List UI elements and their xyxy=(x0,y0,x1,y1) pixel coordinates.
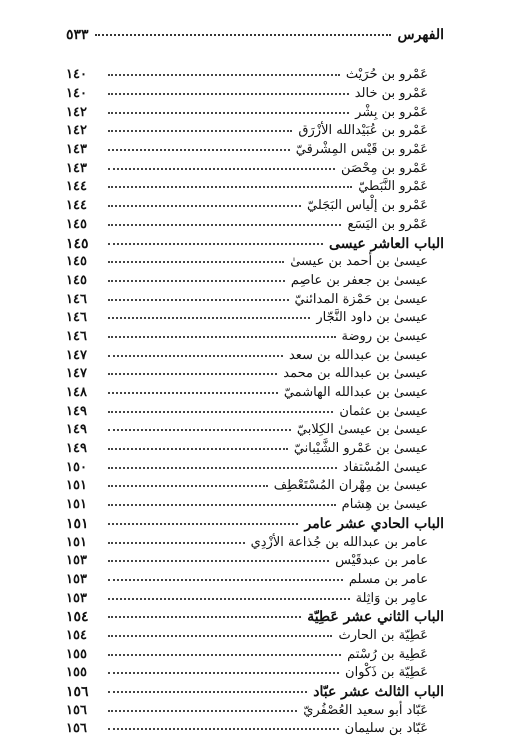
index-entry-row xyxy=(66,178,444,197)
leader-dots xyxy=(108,93,349,95)
entry-name: عَمْرو بن بِشْر xyxy=(355,104,428,120)
entry-name: عيسىٰ بن عيسىٰ الكِلابيّ xyxy=(296,422,428,438)
leader-dots xyxy=(108,261,284,263)
index-list xyxy=(66,66,444,739)
leader-dots xyxy=(108,317,310,319)
page-title: الفهرس xyxy=(397,27,444,43)
entry-name: عامِر بن وَاثِلة xyxy=(355,590,428,606)
entry-page-number: ١٤٣ xyxy=(66,160,87,176)
chapter-title: الباب العاشر عيسى xyxy=(329,235,444,252)
index-entry-row xyxy=(66,122,444,141)
index-entry-row xyxy=(66,720,444,739)
chapter-title: الباب الحادي عشر عامر xyxy=(304,515,444,532)
leader-dots xyxy=(108,504,336,506)
entry-name: عيسىٰ بن داود النَّجّار xyxy=(316,310,428,326)
index-entry-row xyxy=(66,402,444,421)
entry-name: عَمْرو بن حُرَيْث xyxy=(345,67,428,83)
leader-dots xyxy=(108,467,337,469)
entry-page-number: ١٤٤ xyxy=(66,198,87,214)
page-header xyxy=(66,24,444,46)
entry-page-number: ١٥٣ xyxy=(66,590,87,606)
leader-dots xyxy=(108,392,278,394)
entry-page-number: ١٤٠ xyxy=(66,67,87,83)
index-entry-row xyxy=(66,533,444,552)
entry-name: عَمْرو بن إلْياس البَجَليّ xyxy=(307,198,428,214)
leader-dots xyxy=(108,598,350,600)
index-entry-row xyxy=(66,496,444,515)
index-entry-row xyxy=(66,552,444,571)
chapter-heading-row xyxy=(66,683,444,702)
entry-page-number: ١٤٦ xyxy=(66,291,87,307)
entry-page-number: ١٥٤ xyxy=(66,627,87,643)
entry-page-number: ١٥٠ xyxy=(66,459,87,475)
chapter-heading-row xyxy=(66,608,444,627)
index-entry-row xyxy=(66,346,444,365)
index-entry-row xyxy=(66,66,444,85)
entry-name: عَمْرو بن مِحْصَن xyxy=(340,160,428,176)
index-entry-row xyxy=(66,309,444,328)
leader-dots xyxy=(108,560,329,562)
entry-page-number: ١٤٦ xyxy=(66,310,87,326)
entry-name: عامر بن عبدالله بن جُذاعة الأزْدِي xyxy=(250,534,428,550)
leader-dots xyxy=(108,280,285,282)
entry-name: عامر بن مسلم xyxy=(348,571,428,587)
entry-page-number: ١٤٠ xyxy=(66,86,87,102)
leader-dots xyxy=(108,542,245,544)
index-entry-row xyxy=(66,159,444,178)
entry-name: عيسىٰ بن عبدالله بن محمد xyxy=(283,366,428,382)
leader-dots xyxy=(108,523,298,525)
entry-page-number: ١٤٥ xyxy=(66,216,87,232)
index-entry-row xyxy=(66,253,444,272)
leader-dots xyxy=(108,411,333,413)
index-entry-row xyxy=(66,384,444,403)
leader-dots xyxy=(108,130,292,132)
index-entry-row xyxy=(66,328,444,347)
entry-name: عيسىٰ المُسْتفاد xyxy=(342,459,428,475)
leader-dots xyxy=(108,672,339,674)
entry-page-number: ١٥٥ xyxy=(66,665,87,681)
leader-dots xyxy=(108,429,291,431)
entry-name: عيسىٰ بن عثمان xyxy=(339,403,428,419)
index-entry-row xyxy=(66,290,444,309)
entry-page-number: ١٤٧ xyxy=(66,347,87,363)
chapter-heading-row xyxy=(66,234,444,253)
leader-dots xyxy=(108,299,289,301)
index-entry-row xyxy=(66,440,444,459)
leader-dots xyxy=(108,243,323,245)
entry-page-number: ١٤٥ xyxy=(66,235,89,252)
entry-page-number: ١٤٤ xyxy=(66,179,87,195)
entry-name: عَمْرو بن عُبَيْدالله الأزْرَق xyxy=(298,123,428,139)
leader-dots xyxy=(108,224,341,226)
entry-name: عيسىٰ بن عَمْرو الشَّيْبانيّ xyxy=(293,441,428,457)
chapter-title: الباب الثاني عشر عَطِيّة xyxy=(307,609,444,626)
entry-name: عيسىٰ بن جعفر بن عاصِم xyxy=(290,272,428,288)
entry-name: عيسىٰ بن هِشام xyxy=(341,497,428,513)
entry-page-number: ١٤٩ xyxy=(66,441,87,457)
entry-name: عيسىٰ بن حَمْزة المدائنيّ xyxy=(294,291,428,307)
leader-dots xyxy=(108,485,268,487)
leader-dots xyxy=(108,635,332,637)
leader-dots xyxy=(108,336,336,338)
entry-name: عَمْرو النَّبَطيّ xyxy=(358,179,428,195)
entry-page-number: ١٥٥ xyxy=(66,646,87,662)
index-entry-row xyxy=(66,103,444,122)
chapter-heading-row xyxy=(66,515,444,534)
entry-page-number: ١٤٨ xyxy=(66,385,87,401)
leader-dots xyxy=(95,34,392,36)
entry-name: عَطِيّة بن ذَكْوان xyxy=(345,665,428,681)
leader-dots xyxy=(108,579,343,581)
index-entry-row xyxy=(66,664,444,683)
entry-name: عيسىٰ بن أحمد بن عيسىٰ xyxy=(290,254,428,270)
entry-name: عيسىٰ بن روضة xyxy=(341,328,428,344)
entry-page-number: ١٤٥ xyxy=(66,272,87,288)
entry-page-number: ١٤٧ xyxy=(66,366,87,382)
entry-page-number: ١٤٩ xyxy=(66,422,87,438)
entry-page-number: ١٥٤ xyxy=(66,609,89,626)
index-entry-row xyxy=(66,365,444,384)
leader-dots xyxy=(108,74,340,76)
entry-page-number: ١٤٦ xyxy=(66,328,87,344)
entry-page-number: ١٥٦ xyxy=(66,721,87,737)
leader-dots xyxy=(108,112,349,114)
index-entry-row xyxy=(66,421,444,440)
leader-dots xyxy=(108,710,297,712)
index-entry-row xyxy=(66,272,444,291)
leader-dots xyxy=(108,186,352,188)
leader-dots xyxy=(108,205,301,207)
entry-page-number: ١٤٣ xyxy=(66,142,87,158)
entry-page-number: ١٤٢ xyxy=(66,123,87,139)
entry-page-number: ١٥٦ xyxy=(66,702,87,718)
index-entry-row xyxy=(66,216,444,235)
entry-page-number: ١٤٩ xyxy=(66,403,87,419)
leader-dots xyxy=(108,355,283,357)
index-entry-row xyxy=(66,477,444,496)
entry-page-number: ١٥١ xyxy=(66,478,87,494)
page-number: ٥٣٣ xyxy=(66,27,89,43)
leader-dots xyxy=(108,728,339,730)
index-entry-row xyxy=(66,197,444,216)
entry-page-number: ١٤٢ xyxy=(66,104,87,120)
index-entry-row xyxy=(66,141,444,160)
index-entry-row xyxy=(66,571,444,590)
entry-name: عَبّاد بن سليمان xyxy=(344,721,428,737)
leader-dots xyxy=(108,373,277,375)
entry-name: عَطِية بن رُسْتم xyxy=(347,646,428,662)
chapter-title: الباب الثالث عشر عبّاد xyxy=(313,684,444,701)
entry-name: عَمْرو بن قَيْس المِشْرقيّ xyxy=(295,142,428,158)
entry-name: عَمْرو بن اليَسَع xyxy=(347,216,428,232)
entry-name: عامر بن عبدقَيْس xyxy=(335,553,428,569)
leader-dots xyxy=(108,149,290,151)
entry-name: عَطِيّة بن الحارث xyxy=(338,627,428,643)
entry-name: عيسىٰ بن عبدالله بن سعد xyxy=(288,347,428,363)
index-entry-row xyxy=(66,458,444,477)
leader-dots xyxy=(108,448,288,450)
entry-page-number: ١٥١ xyxy=(66,515,89,532)
index-entry-row xyxy=(66,645,444,664)
entry-page-number: ١٥٣ xyxy=(66,571,87,587)
index-entry-row xyxy=(66,85,444,104)
entry-page-number: ١٥١ xyxy=(66,497,87,513)
leader-dots xyxy=(108,168,335,170)
index-entry-row xyxy=(66,627,444,646)
leader-dots xyxy=(108,616,301,618)
entry-name: عَمْرو بن خالد xyxy=(354,86,428,102)
entry-page-number: ١٤٥ xyxy=(66,254,87,270)
entry-page-number: ١٥١ xyxy=(66,534,87,550)
entry-page-number: ١٥٦ xyxy=(66,684,89,701)
index-entry-row xyxy=(66,589,444,608)
leader-dots xyxy=(108,654,341,656)
entry-name: عَبّاد أبو سعيد العُصْفُريّ xyxy=(303,702,428,718)
leader-dots xyxy=(108,691,307,693)
entry-page-number: ١٥٣ xyxy=(66,553,87,569)
index-entry-row xyxy=(66,701,444,720)
entry-name: عيسىٰ بن عبدالله الهاشميّ xyxy=(283,385,428,401)
entry-name: عيسىٰ بن مِهْران المُسْتَعْطِف xyxy=(273,478,428,494)
